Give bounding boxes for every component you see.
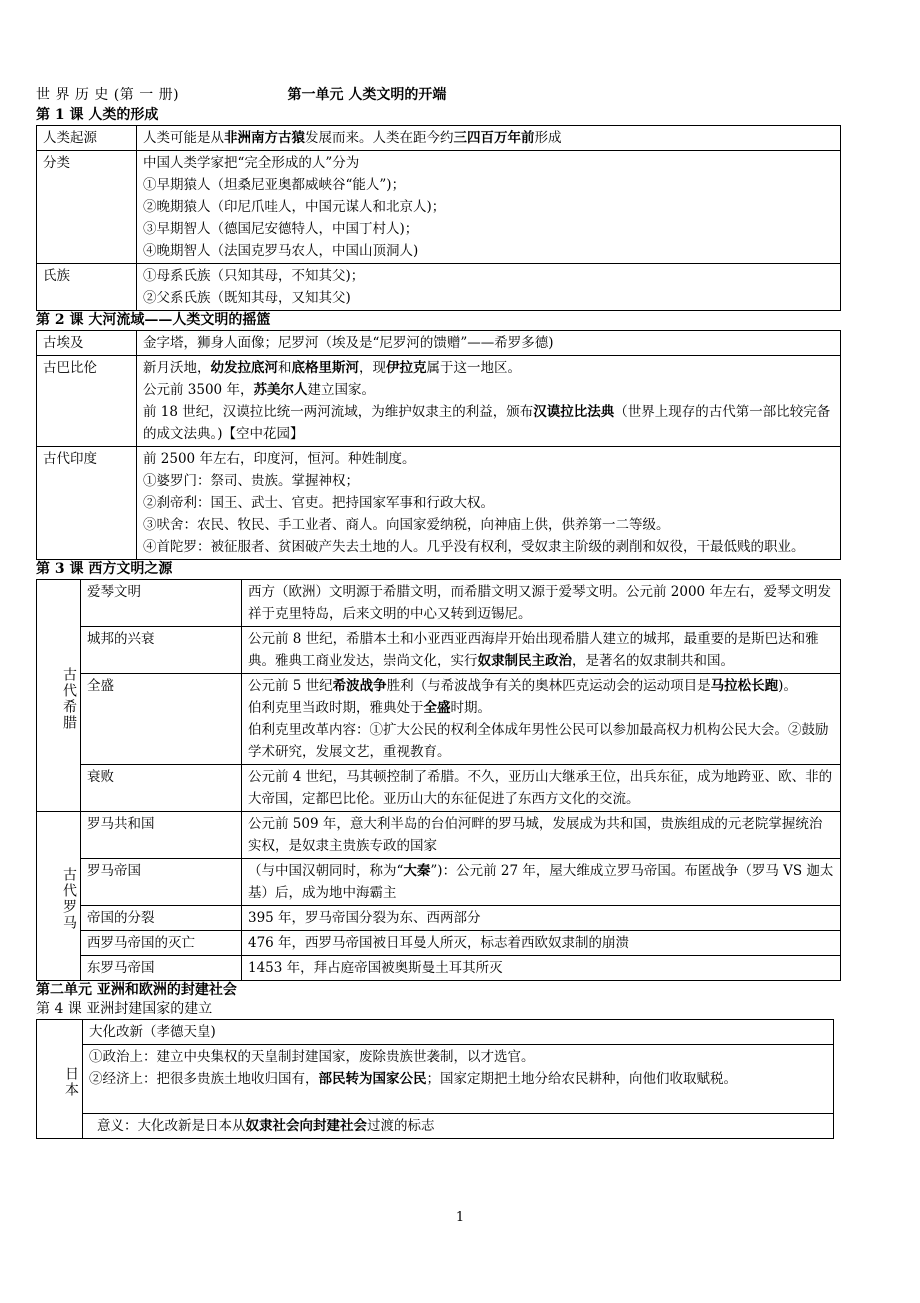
group-label-greece: 古代希腊 (37, 580, 81, 812)
row-label: 古代印度 (37, 447, 137, 560)
row-label: 氏族 (37, 264, 137, 311)
lesson1-title: 第 1 课 人类的形成 (36, 107, 159, 123)
table-row (37, 765, 841, 812)
row-label: 人类起源 (37, 126, 137, 151)
table-row (37, 956, 841, 981)
table-row (37, 906, 841, 931)
lesson2-table (36, 330, 841, 560)
page-header (36, 84, 841, 106)
table-row (37, 580, 841, 627)
row-label: 东罗马帝国 (81, 956, 242, 981)
table-row (37, 126, 841, 151)
row-content: 1453 年，拜占庭帝国被奥斯曼土耳其所灭 (242, 956, 841, 981)
table-row (37, 674, 841, 765)
row-label: 罗马帝国 (81, 859, 242, 906)
table-row (37, 447, 841, 560)
unit1-title: 第一单元 人类文明的开端 (287, 87, 447, 103)
lesson3-table (36, 579, 841, 981)
row-content: 公元前 8 世纪，希腊本土和小亚西亚西海岸开始出现希腊人建立的城邦，最重要的是斯巴达和雅典。雅典工商业发达，崇尚文化，实行奴隶制民主政治，是著名的奴隶制共和国。 (242, 627, 841, 674)
table-row (37, 859, 841, 906)
row-content: 人类可能是从非洲南方古猿发展而来。人类在距今约三四百万年前形成 (137, 126, 841, 151)
lesson4-table (36, 1019, 834, 1139)
table-row (37, 356, 841, 447)
row-content: 大化改新（孝德天皇) (83, 1020, 834, 1045)
table-row (37, 931, 841, 956)
row-content: 前 2500 年左右，印度河，恒河。种姓制度。 ①婆罗门：祭司、贵族。掌握神权； ②刹帝利：国王、武士、官吏。把持国家军事和行政大权。 ③吠舍：农民、牧民、手工业者、商人。向国家爱纳税，向神庙上供，供养第一二等级。 ④首陀罗：被征服者、贫困破产失去土地的人。几乎没有权利，受奴隶主阶级的剥削和奴役，干最低贱的职业。 (137, 447, 841, 560)
row-label: 西罗马帝国的灭亡 (81, 931, 242, 956)
row-content: 意义：大化改新是日本从奴隶社会向封建社会过渡的标志 (83, 1114, 834, 1139)
row-label: 古埃及 (37, 331, 137, 356)
row-content: ①母系氏族（只知其母，不知其父)； ②父系氏族（既知其母，又知其父) (137, 264, 841, 311)
row-label: 衰败 (81, 765, 242, 812)
row-content: 476 年，西罗马帝国被日耳曼人所灭，标志着西欧奴隶制的崩溃 (242, 931, 841, 956)
row-label: 分类 (37, 151, 137, 264)
document-page (36, 84, 841, 1139)
row-label: 帝国的分裂 (81, 906, 242, 931)
row-content: 西方（欧洲）文明源于希腊文明，而希腊文明又源于爱琴文明。公元前 2000 年左右，爱琴文明发祥于克里特岛，后来文明的中心又转到迈锡尼。 (242, 580, 841, 627)
row-label: 罗马共和国 (81, 812, 242, 859)
table-row (37, 151, 841, 264)
row-content: 395 年，罗马帝国分裂为东、西两部分 (242, 906, 841, 931)
table-row (37, 627, 841, 674)
table-row (37, 331, 841, 356)
row-content: 中国人类学家把“完全形成的人”分为 ①早期猿人（坦桑尼亚奥都威峡谷“能人”)； ②晚期猿人（印尼爪哇人，中国元谋人和北京人)； ③早期智人（德国尼安德特人，中国丁村人)； ④晚期智人（法国克罗马农人，中国山顶洞人) (137, 151, 841, 264)
table-row (37, 264, 841, 311)
book-title: 世 界 历 史 (第 一 册) (36, 87, 180, 103)
lesson4-title: 第 4 课 亚洲封建国家的建立 (36, 1001, 213, 1017)
row-label: 古巴比伦 (37, 356, 137, 447)
row-label: 爱琴文明 (81, 580, 242, 627)
table-row (37, 1045, 834, 1114)
table-row (37, 812, 841, 859)
row-content: 公元前 5 世纪希波战争胜利（与希波战争有关的奥林匹克运动会的运动项目是马拉松长跑)。 伯利克里当政时期，雅典处于全盛时期。 伯利克里改革内容：①扩大公民的权利全体成年男性公民可以参加最高权力机构公民大会。②鼓励学术研究，发展文艺，重视教育。 (242, 674, 841, 765)
row-content: ①政治上：建立中央集权的天皇制封建国家，废除贵族世袭制，以才选官。 ②经济上：把很多贵族土地收归国有，部民转为国家公民；国家定期把土地分给农民耕种，向他们收取赋税。 (83, 1045, 834, 1114)
row-content: 公元前 509 年，意大利半岛的台伯河畔的罗马城，发展成为共和国，贵族组成的元老院掌握统治实权，是奴隶主贵族专政的国家 (242, 812, 841, 859)
table-row (37, 1020, 834, 1045)
row-label: 城邦的兴衰 (81, 627, 242, 674)
row-content: 金字塔，狮身人面像；尼罗河（埃及是“尼罗河的馈赠”——希罗多德) (137, 331, 841, 356)
lesson2-title: 第 2 课 大河流域——人类文明的摇篮 (36, 312, 271, 328)
row-label: 全盛 (81, 674, 242, 765)
row-content: 公元前 4 世纪，马其顿控制了希腊。不久，亚历山大继承王位，出兵东征，成为地跨亚、欧、非的大帝国，定都巴比伦。亚历山大的东征促进了东西方文化的交流。 (242, 765, 841, 812)
group-label-rome: 古代罗马 (37, 812, 81, 981)
group-label-japan: 日本 (37, 1020, 83, 1139)
table-row (37, 1114, 834, 1139)
row-content: （与中国汉朝同时，称为“大秦”)：公元前 27 年，屋大维成立罗马帝国。布匿战争（罗马 VS 迦太基）后，成为地中海霸主 (242, 859, 841, 906)
lesson1-table (36, 125, 841, 311)
lesson3-title: 第 3 课 西方文明之源 (36, 561, 173, 577)
row-content: 新月沃地，幼发拉底河和底格里斯河，现伊拉克属于这一地区。 公元前 3500 年，苏美尔人建立国家。 前 18 世纪，汉谟拉比统一两河流域，为维护奴隶主的利益，颁布汉谟拉比法典（世界上现存的古代第一部比较完备的成文法典。)【空中花园】 (137, 356, 841, 447)
unit2-title: 第二单元 亚洲和欧洲的封建社会 (36, 982, 237, 998)
page-number: 1 (455, 1210, 465, 1225)
